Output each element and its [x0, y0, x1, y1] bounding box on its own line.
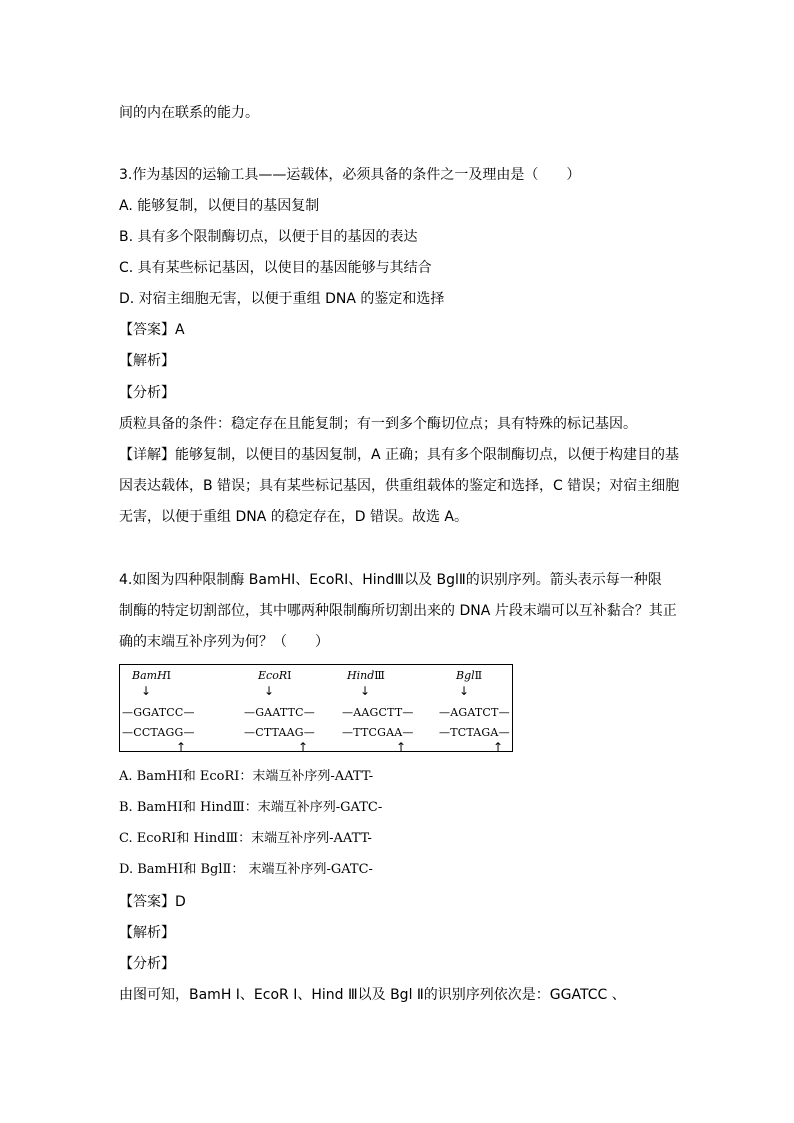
q4-jiexi-heading: 【解析】	[119, 925, 175, 941]
q4-analysis-start: 由图可知，BamH Ⅰ、EcoR Ⅰ、Hind Ⅲ以及 Bgl Ⅱ的识别序列依次是：GGATCC 、	[119, 987, 626, 1003]
down-arrow-icon: ↓	[141, 684, 152, 698]
q3-option-b: B. 具有多个限制酶切点，以便于目的基因的表达	[119, 229, 418, 245]
restriction-site-figure	[119, 664, 513, 752]
sequence-bottom-ecor1: —CTTAAG—	[244, 726, 315, 739]
q4-fenxi-heading: 【分析】	[119, 956, 175, 972]
sequence-top-ecor1: —GAATTC—	[244, 706, 315, 719]
q3-fenxi-heading: 【分析】	[119, 385, 175, 401]
down-arrow-icon: ↓	[264, 684, 275, 698]
q3-stem: 3.作为基因的运输工具——运载体，必须具备的条件之一及理由是（ ）	[119, 167, 581, 183]
up-arrow-icon: ↑	[298, 740, 309, 754]
sequence-top-hind3: —AAGCTT—	[342, 706, 414, 719]
sequence-bottom-bamh1: —CCTAGG—	[122, 726, 195, 739]
q3-option-a: A. 能够复制，以便目的基因复制	[119, 198, 320, 214]
q4-stem-line-2: 制酶的特定切割部位，其中哪两种限制酶所切割出来的 DNA 片段末端可以互补黏合？其正	[119, 603, 677, 619]
up-arrow-icon: ↑	[176, 740, 187, 754]
sequence-bottom-hind3: —TTCGAA—	[342, 726, 414, 739]
up-arrow-icon: ↑	[493, 740, 504, 754]
q4-option-a: A. BamHⅠ和 EcoRⅠ：末端互补序列-AATT-	[119, 769, 374, 784]
q4-stem-line-1: 4.如图为四种限制酶 BamHⅠ、EcoRⅠ、HindⅢ以及 BglⅡ的识别序列。箭头表示每一种限	[119, 572, 662, 588]
up-arrow-icon: ↑	[396, 740, 407, 754]
sequence-top-bamh1: —GGATCC—	[122, 706, 195, 719]
q4-option-c: C. EcoRⅠ和 HindⅢ：末端互补序列-AATT-	[119, 831, 372, 846]
enzyme-label-ecor1: EcoRⅠ	[258, 669, 292, 682]
down-arrow-icon: ↓	[459, 684, 470, 698]
enzyme-label-bamh1: BamHⅠ	[132, 669, 172, 682]
q3-jiexi-heading: 【解析】	[119, 353, 175, 369]
text-fragment: 间的内在联系的能力。	[119, 105, 259, 121]
q3-option-c: C. 具有某些标记基因，以使目的基因能够与其结合	[119, 260, 432, 276]
q4-option-b: B. BamHⅠ和 HindⅢ：末端互补序列-GATC-	[119, 800, 383, 815]
q3-detail-line-2: 因表达载体，B 错误；具有某些标记基因，供重组载体的鉴定和选择，C 错误；对宿主细胞	[119, 478, 680, 494]
q3-answer: 【答案】A	[119, 322, 185, 338]
q3-detail-line-1: 【详解】能够复制，以便目的基因复制，A 正确；具有多个限制酶切点，以便于构建目的基	[119, 447, 680, 463]
q4-answer: 【答案】D	[119, 894, 186, 910]
down-arrow-icon: ↓	[360, 684, 371, 698]
enzyme-label-bgl2: BglⅡ	[456, 669, 483, 682]
q4-option-d: D. BamHⅠ和 BglⅡ： 末端互补序列-GATC-	[119, 862, 373, 877]
q4-stem-line-3: 确的末端互补序列为何？（ ）	[119, 634, 329, 650]
sequence-bottom-bgl2: —TCTAGA—	[439, 726, 510, 739]
q3-option-d: D. 对宿主细胞无害，以便于重组 DNA 的鉴定和选择	[119, 291, 445, 307]
q3-detail-line-3: 无害，以便于重组 DNA 的稳定存在，D 错误。故选 A。	[119, 509, 468, 525]
sequence-top-bgl2: —AGATCT—	[439, 706, 510, 719]
enzyme-label-hind3: HindⅢ	[347, 669, 385, 682]
q3-analysis: 质粒具备的条件：稳定存在且能复制；有一到多个酶切位点；具有特殊的标记基因。	[119, 416, 637, 432]
